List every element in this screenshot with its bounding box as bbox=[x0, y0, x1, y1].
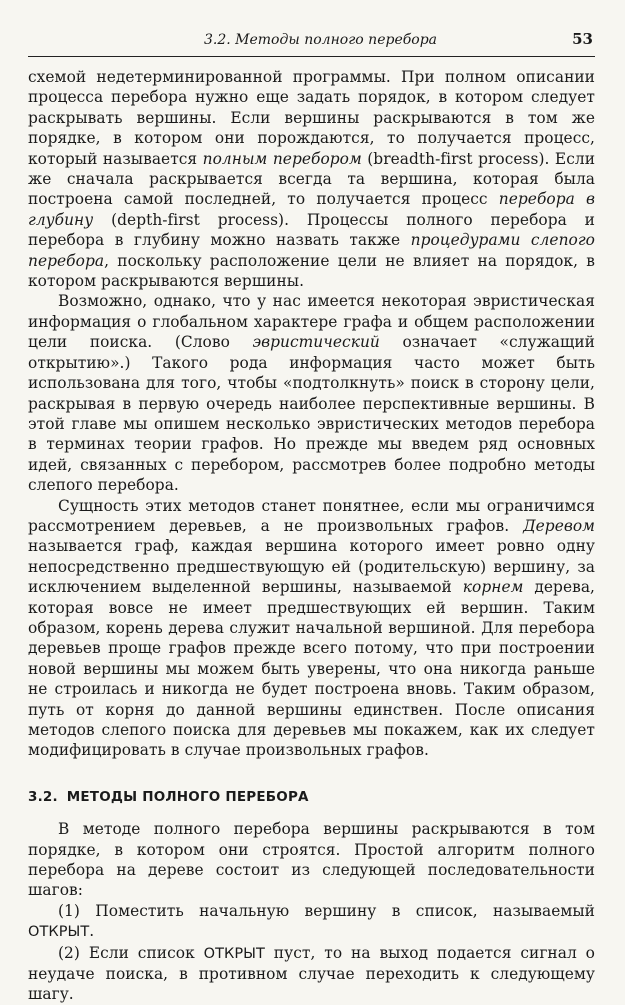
paragraph-1-text-3: (depth-first process). Процессы полного перебора и перебора в глубину можно назвать также bbox=[28, 210, 595, 250]
paragraph-1-text-4: , поскольку расположение цели не влияет на порядок, в котором раскрываются вершины. bbox=[28, 251, 595, 291]
paragraph-3-text-2: называется граф, каждая вершина которого имеет ровно одну непосредственно предшествующую ей (родительскую) вершину, за исключением выделенной вершины, называемой bbox=[28, 537, 595, 597]
paragraph-3-text-3: дерева, которая вовсе не имеет предшествующих ей вершин. Таким образом, корень дерева служит начальной вершиной. Для перебора деревьев проще графов прежде всего потому, что при построении новой вершины мы можем быть уверены, что она никогда раньше не строилась и никогда не будет построена вновь. Таким образом, путь от корня до данной вершины единствен. После описания методов слепого поиска для деревьев мы покажем, как их следует модифицировать в случае произвольных графов. bbox=[28, 578, 595, 760]
term-root: корнем bbox=[462, 578, 524, 597]
running-head bbox=[28, 30, 595, 57]
algorithm-step-1 bbox=[28, 901, 595, 943]
paragraph-1-text-1: схемой недетерминированной программы. При полном описании процесса перебора нужно еще задать порядок, в котором следует раскрывать вершины. Если вершины раскрываются в том же порядке, в котором они порождаются, то получается процесс, который называется bbox=[28, 68, 595, 168]
term-depth-first: перебора в глубину bbox=[28, 190, 595, 229]
body-text bbox=[28, 67, 595, 1005]
paragraph-1-text-2: (breadth-first process). Если же сначала раскрывается всегда та вершина, которая была построена самой последней, то получается процесс bbox=[28, 149, 595, 209]
term-heuristic: эвристический bbox=[252, 333, 380, 352]
term-tree: Деревом bbox=[523, 516, 595, 535]
step-2-text-1: (2) Если список bbox=[58, 943, 204, 962]
algorithm-step-2 bbox=[28, 943, 595, 1005]
paragraph-1 bbox=[28, 67, 595, 291]
paragraph-2 bbox=[28, 291, 595, 495]
step-1-text-1: (1) Поместить начальную вершину в список, называемый bbox=[58, 901, 595, 920]
step-1-text-2: . bbox=[89, 922, 95, 941]
paragraph-3 bbox=[28, 496, 595, 761]
open-list-term: ОТКРЫТ bbox=[203, 945, 265, 962]
page-number: 53 bbox=[572, 30, 593, 48]
paragraph-4: В методе полного перебора вершины раскрываются в том порядке, в котором они строятся. Простой алгоритм полного перебора на дереве состоит из следующей последовательности шагов: bbox=[28, 820, 595, 900]
step-2-text-2: пуст, то на выход подается сигнал о неудаче поиска, в противном случае переходить к следующему шагу. bbox=[28, 943, 595, 1004]
term-breadth-first: полным перебором bbox=[202, 149, 362, 168]
section-title: МЕТОДЫ ПОЛНОГО ПЕРЕБОРА bbox=[66, 788, 309, 805]
term-blind-search: процедурами слепого перебора bbox=[28, 231, 595, 270]
running-title: 3.2. Методы полного перебора bbox=[204, 32, 438, 48]
open-list-term: ОТКРЫТ bbox=[28, 924, 90, 941]
paragraph-2-text-2: означает «служащий открытию».) Такого рода информация часто может быть использована для того, чтобы «подтолкнуть» поиск в сторону цели, раскрывая в первую очередь наиболее перспективные вершины. В этой главе мы опишем несколько эвристических методов перебора в терминах теории графов. Но прежде мы введем ряд основных идей, связанных с перебором, рассмотрев более подробно методы слепого перебора. bbox=[28, 333, 595, 495]
paragraph-3-text-1: Сущность этих методов станет понятнее, если мы ограничимся рассмотрением деревьев, а не произвольных графов. bbox=[28, 496, 595, 535]
paragraph-2-text-1: Возможно, однако, что у нас имеется некоторая эвристическая информация о глобальном характере графа и общем расположении цели поиска. (Слово bbox=[28, 292, 595, 352]
section-number: 3.2. bbox=[28, 788, 58, 805]
section-heading bbox=[28, 787, 595, 807]
